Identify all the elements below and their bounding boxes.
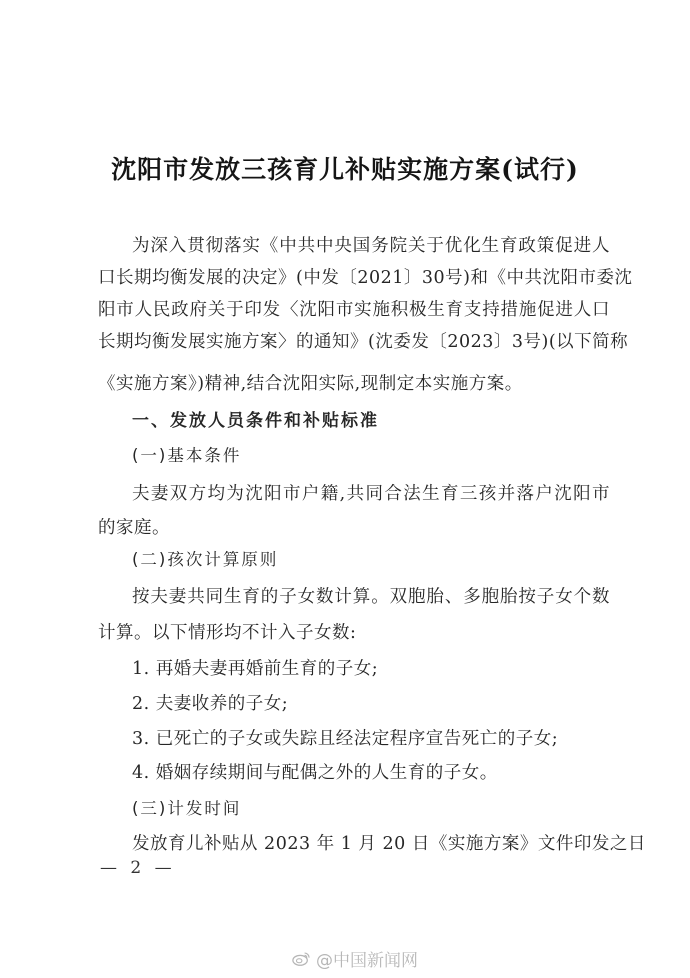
list-item-3: 3. 已死亡的子女或失踪且经法定程序宣告死亡的子女;: [132, 729, 559, 749]
sub3-line-1: 发放育儿补贴从 2023 年 1 月 20 日《实施方案》文件印发之日: [132, 834, 646, 854]
intro-line-3: 阳市人民政府关于印发〈沈阳市实施积极生育支持措施促进人口: [98, 300, 610, 320]
subsection-heading-3: (三)计发时间: [132, 799, 242, 818]
sub1-line-2: 的家庭。: [98, 518, 170, 538]
watermark: [292, 946, 418, 971]
intro-line-1: 为深入贯彻落实《中共中央国务院关于优化生育政策促进人: [132, 236, 610, 256]
page-number: — 2 —: [100, 858, 176, 878]
intro-line-5: 《实施方案》)精神,结合沈阳实际,现制定本实施方案。: [98, 374, 523, 394]
subsection-heading-1: (一)基本条件: [132, 446, 242, 465]
sub2-line-1: 按夫妻共同生育的子女数计算。双胞胎、多胞胎按子女个数: [132, 587, 610, 607]
sub1-line-1: 夫妻双方均为沈阳市户籍,共同合法生育三孩并落户沈阳市: [132, 484, 610, 504]
subsection-heading-2: (二)孩次计算原则: [132, 550, 279, 569]
list-item-2: 2. 夫妻收养的子女;: [132, 694, 289, 714]
list-item-4: 4. 婚姻存续期间与配偶之外的人生育的子女。: [132, 763, 498, 783]
list-item-1: 1. 再婚夫妻再婚前生育的子女;: [132, 659, 379, 679]
weibo-icon: [292, 951, 310, 966]
section-heading: 一、发放人员条件和补贴标准: [132, 411, 379, 431]
document-title: 沈阳市发放三孩育儿补贴实施方案(试行): [111, 155, 579, 184]
intro-line-2: 口长期均衡发展的决定》(中发〔2021〕30号)和《中共沈阳市委沈: [98, 268, 633, 288]
watermark-text: @中国新闻网: [316, 951, 418, 971]
intro-line-4: 长期均衡发展实施方案〉的通知》(沈委发〔2023〕3号)(以下简称: [98, 332, 629, 352]
sub2-line-2: 计算。以下情形均不计入子女数:: [98, 623, 357, 643]
